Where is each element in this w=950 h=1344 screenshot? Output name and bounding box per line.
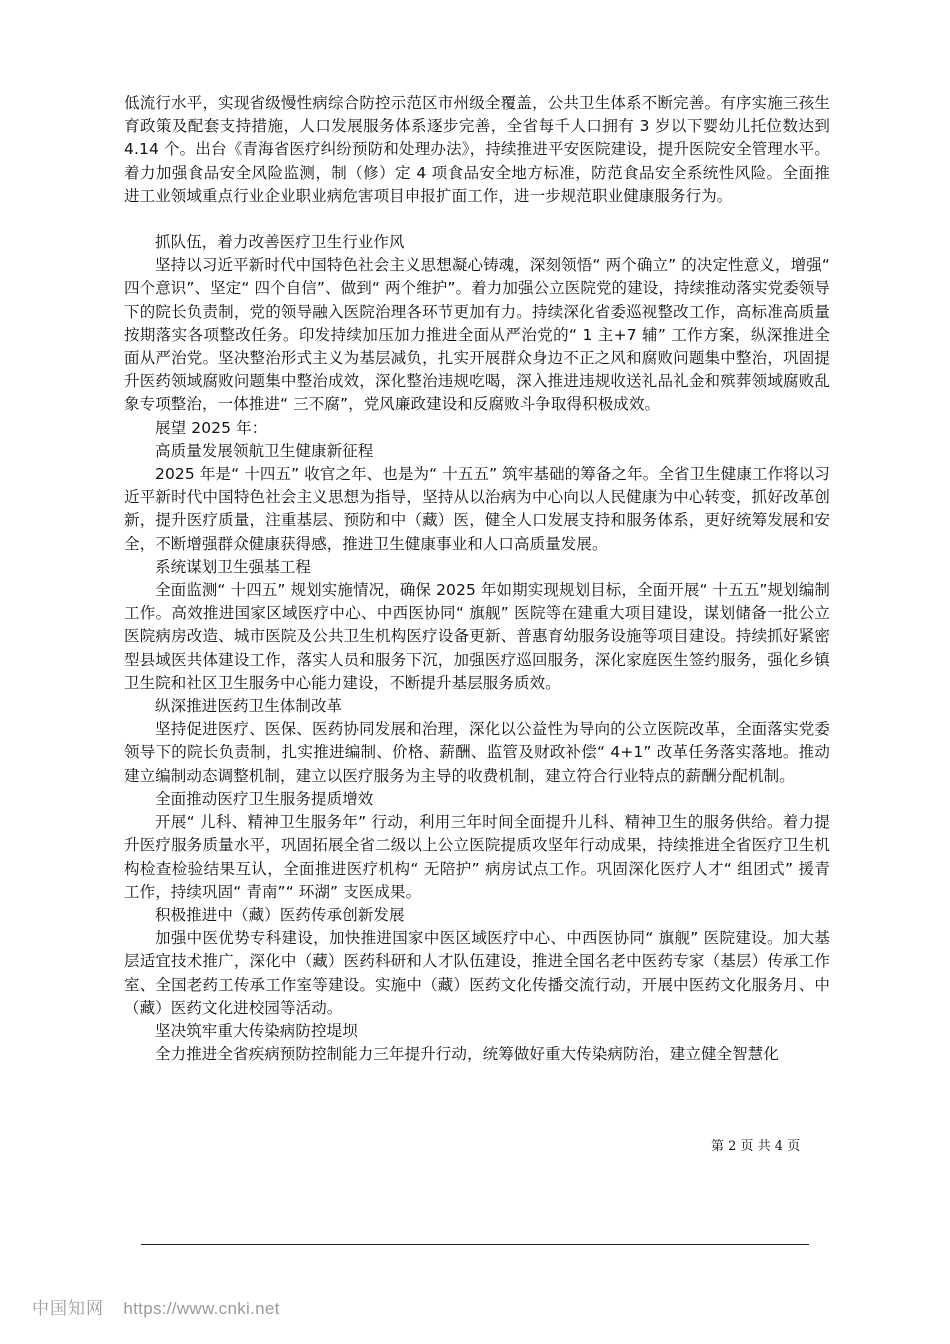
- paragraph-planning: 全面监测“ 十四五” 规划实施情况，确保 2025 年如期实现规划目标，全面开展“ 十五五”规划编制工作。高效推进国家区域医疗中心、中西医协同“ 旗舰” 医院等在建重大项目建设，谋划储备一批公立医院病房改造、城市医院及公共卫生机构医疗设备更新、普惠育幼服务设施等项目建设。持续抓好紧密型县域医共体建设工作，落实人员和服务下沉，加强医疗巡回服务，深化家庭医生签约服务，强化乡镇卫生院和社区卫生服务中心能力建设，不断提升基层服务质效。: [124, 581, 830, 692]
- section-heading-service-quality: 全面推动医疗卫生服务提质增效: [155, 789, 374, 808]
- section-heading-epidemic: 坚决筑牢重大传染病防控堤坝: [155, 1021, 358, 1040]
- section-heading-strengthen-base: 系统谋划卫生强基工程: [155, 557, 312, 576]
- paragraph-party-building: 坚持以习近平新时代中国特色社会主义思想凝心铸魂，深刻领悟“ 两个确立” 的决定性意义，增强“ 四个意识”、坚定“ 四个自信”、做到“ 两个维护”。着力加强公立医院党的建设，持续推动落实党委领导下的院长负责制，党的领导融入医院治理各环节更加有力。持续深化省委巡视整改工作，高标准高质量按期落实各项整改任务。印发持续加压加力推进全面从严治党的“ 1 主+7 辅” 工作方案，纵深推进全面从严治党。坚决整治形式主义为基层减负，扎实开展群众身边不正之风和腐败问题集中整治，巩固提升医药领域腐败问题集中整治成效，深化整治违规吃喝，深入推进违规收送礼品礼金和殡葬领域腐败乱象专项整治，一体推进“ 三不腐”，党风廉政建设和反腐败斗争取得积极成效。: [124, 256, 830, 414]
- watermark-url: https://www.cnki.net: [123, 1299, 280, 1318]
- section-heading-team-style: 抓队伍，着力改善医疗卫生行业作风: [155, 233, 405, 252]
- paragraph-epidemic: 全力推进全省疾病预防控制能力三年提升行动，统筹做好重大传染病防治，建立健全智慧化: [155, 1045, 780, 1064]
- paragraph-tcm: 加强中医优势专科建设，加快推进国家中医区域医疗中心、中西医协同“ 旗舰” 医院建设。加大基层适宜技术推广，深化中（藏）医药科研和人才队伍建设，推进全国名老中医药专家（基层）传承工作室、全国老药工传承工作室等建设。实施中（藏）医药文化传播交流行动，开展中医药文化服务月、中（藏）医药文化进校园等活动。: [124, 929, 830, 1017]
- section-heading-high-quality: 高质量发展领航卫生健康新征程: [155, 441, 374, 460]
- section-heading-tcm: 积极推进中（藏）医药传承创新发展: [155, 905, 405, 924]
- document-body: [124, 92, 830, 1066]
- paragraph-service-quality: 开展“ 儿科、精神卫生服务年” 行动，利用三年时间全面提升儿科、精神卫生的服务供给。着力提升医疗服务质量水平，巩固拓展全省二级以上公立医院提质攻坚年行动成果，持续推进全省医疗卫生机构检查检验结果互认，全面推进医疗机构“ 无陪护” 病房试点工作。巩固深化医疗人才“ 组团式” 援青工作，持续巩固“ 青南”“ 环湖” 支医成果。: [124, 813, 830, 901]
- paragraph-2025-overview: 2025 年是“ 十四五” 收官之年、也是为“ 十五五” 筑牢基础的筹备之年。全省卫生健康工作将以习近平新时代中国特色社会主义思想为指导，坚持从以治病为中心向以人民健康为中心转变，抓好改革创新，提升医疗质量，注重基层、预防和中（藏）医，健全人口发展支持和服务体系，更好统筹发展和安全，不断增强群众健康获得感，推进卫生健康事业和人口高质量发展。: [124, 465, 830, 553]
- watermark-logo-text: 中国知网: [32, 1299, 104, 1319]
- paragraph-reform: 坚持促进医疗、医保、医药协同发展和治理，深化以公益性为导向的公立医院改革，全面落实党委领导下的院长负责制，扎实推进编制、价格、薪酬、监管及财政补偿“ 4+1” 改革任务落实落地。推动建立编制动态调整机制，建立以医疗服务为主导的收费机制，建立符合行业特点的薪酬分配机制。: [124, 720, 830, 785]
- section-heading-outlook-2025: 展望 2025 年：: [155, 418, 268, 437]
- section-heading-reform: 纵深推进医药卫生体制改革: [155, 697, 343, 716]
- footer-divider: [141, 1244, 809, 1245]
- cnki-watermark: [32, 1294, 280, 1319]
- paragraph-public-health-continued: 低流行水平，实现省级慢性病综合防控示范区市州级全覆盖，公共卫生体系不断完善。有序实施三孩生育政策及配套支持措施，人口发展服务体系逐步完善，全省每千人口拥有 3 岁以下婴幼儿托位数达到 4.14 个。出台《青海省医疗纠纷预防和处理办法》，持续推进平安医院建设，提升医院安全管理水平。着力加强食品安全风险监测，制（修）定 4 项食品安全地方标准，防范食品安全系统性风险。全面推进工业领域重点行业企业职业病危害项目申报扩面工作，进一步规范职业健康服务行为。: [124, 94, 830, 205]
- page-number: 第 2 页 共 4 页: [711, 1139, 801, 1154]
